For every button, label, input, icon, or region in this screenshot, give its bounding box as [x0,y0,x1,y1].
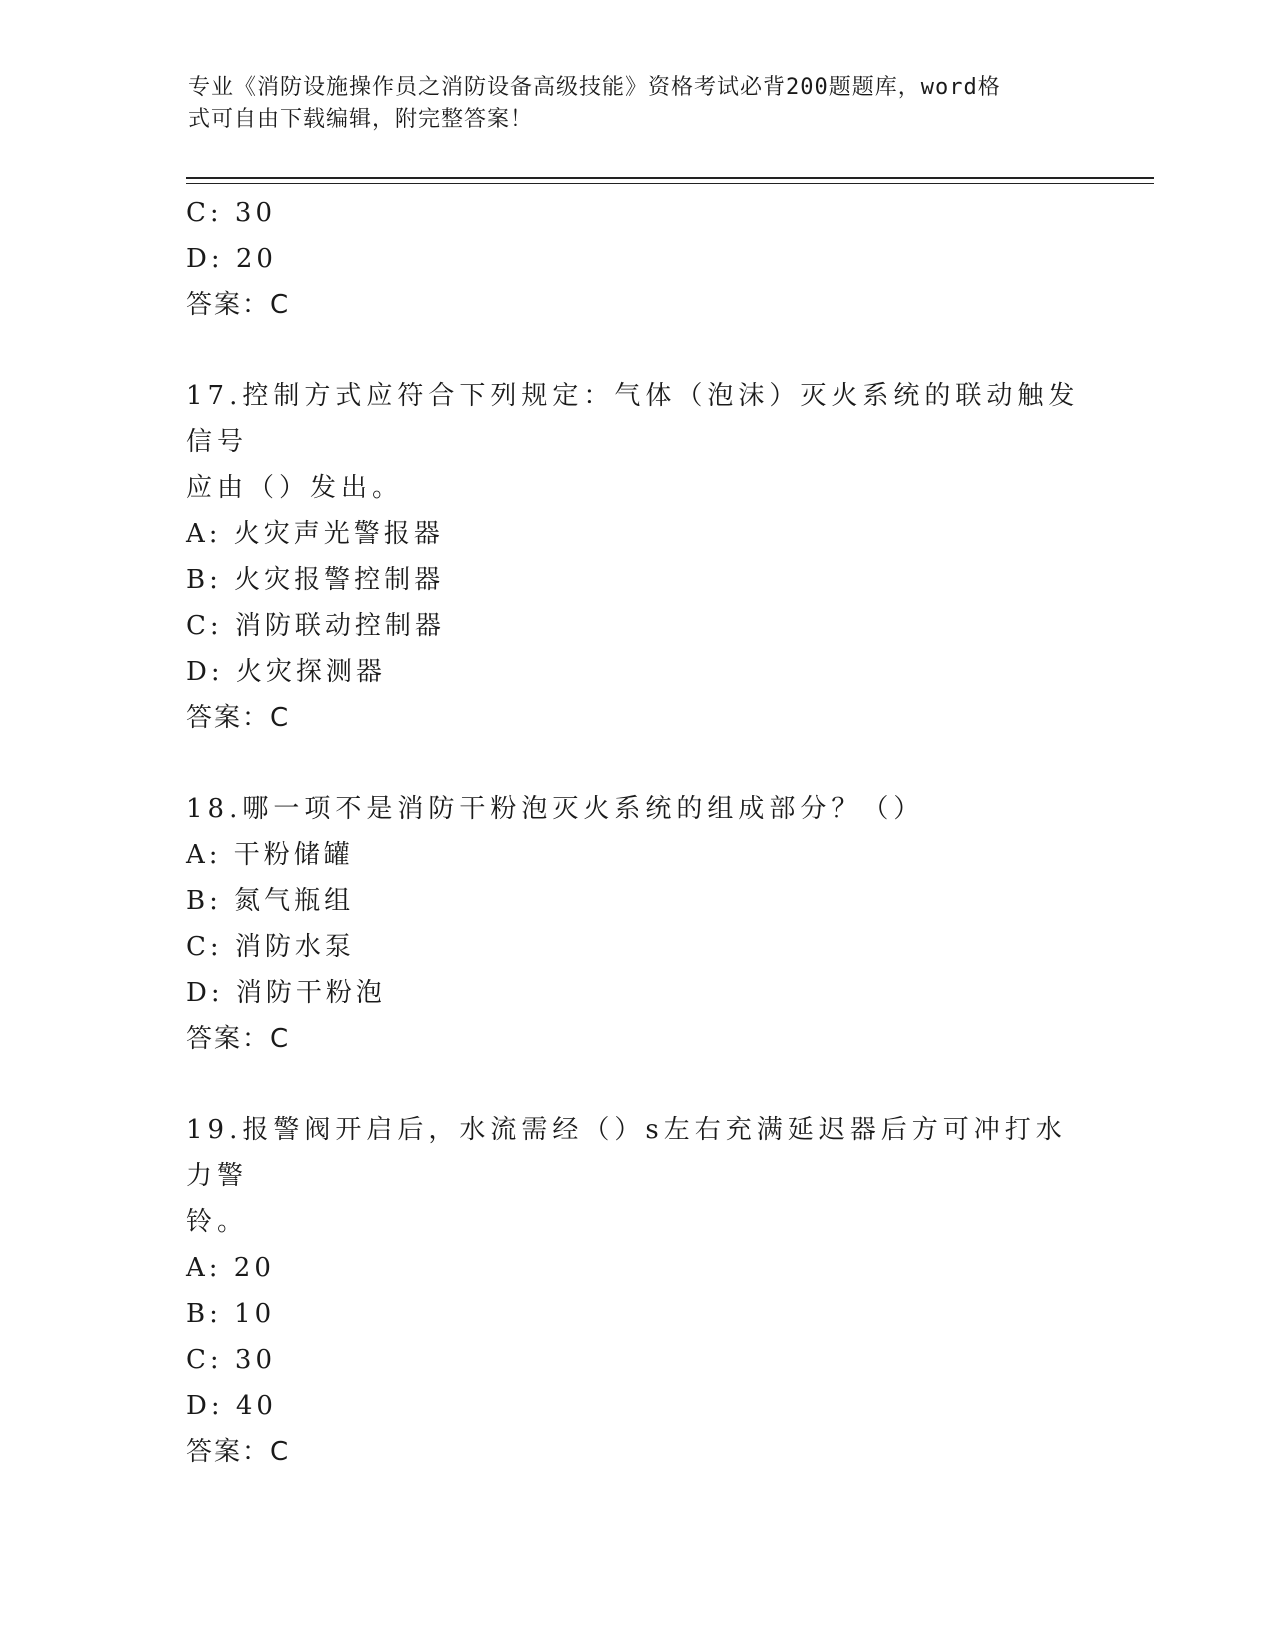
option-c: C: 30 [186,198,277,228]
option-b: B: 10 [186,1299,276,1329]
header-title-line-2: 式可自由下载编辑，附完整答案！ [188,107,534,132]
option-a: A: 20 [186,1253,275,1283]
option-b: B: 火灾报警控制器 [186,565,445,595]
answer-line: 答案：C [186,1024,291,1054]
question-stem-line-2: 应由（）发出。 [186,473,404,503]
question-stem-line-1: 17.控制方式应符合下列规定：气体（泡沫）灭火系统的联动触发信号 [186,381,1080,457]
question-block-16-tail [186,190,1086,328]
question-list [186,190,1086,1475]
question-block-19 [186,1107,1086,1475]
spacer [186,1062,1086,1107]
option-d: D: 40 [186,1391,277,1421]
header-divider-thick [186,177,1154,179]
option-d: D: 20 [186,244,277,274]
spacer [186,328,1086,373]
question-block-18 [186,786,1086,1062]
option-c: C: 30 [186,1345,277,1375]
answer-line: 答案：C [186,703,291,733]
answer-line: 答案：C [186,290,291,320]
question-stem-line-1: 19.报警阀开启后，水流需经（）s左右充满延迟器后方可冲打水力警 [186,1115,1067,1191]
header-divider-thin [186,183,1154,184]
document-header [188,72,1068,136]
option-c: C: 消防水泵 [186,932,355,962]
answer-line: 答案：C [186,1437,291,1467]
option-b: B: 氮气瓶组 [186,886,355,916]
question-block-17 [186,373,1086,741]
spacer [186,741,1086,786]
header-title-line-1: 专业《消防设施操作员之消防设备高级技能》资格考试必背200题题库，word格 [188,75,1001,100]
option-d: D: 火灾探测器 [186,657,386,687]
option-c: C: 消防联动控制器 [186,611,445,641]
option-a: A: 干粉储罐 [186,840,354,870]
question-stem-line-2: 铃。 [186,1207,249,1237]
question-stem-line-1: 18.哪一项不是消防干粉泡灭火系统的组成部分？（） [186,794,925,824]
option-d: D: 消防干粉泡 [186,978,386,1008]
option-a: A: 火灾声光警报器 [186,519,444,549]
